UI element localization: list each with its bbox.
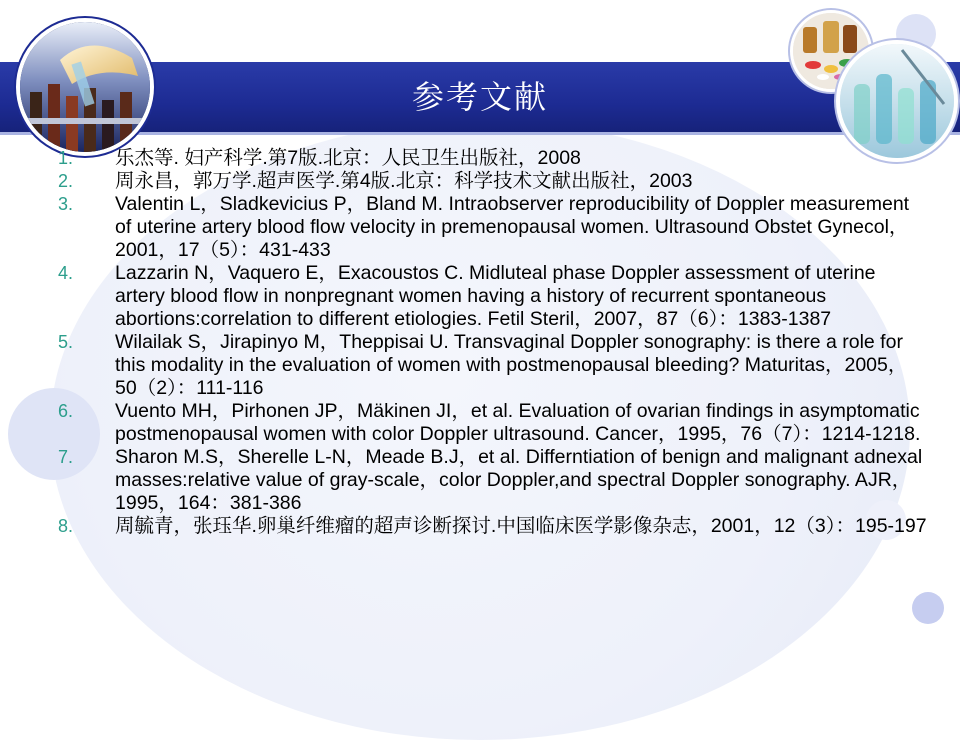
reference-number: 3. (58, 194, 74, 214)
reference-text: Lazzarin N，Vaquero E，Exacoustos C. Midluteal phase Doppler assessment of uterine artery blood flow in nonpregnant women having a history of recurrent spontaneous abortions:correlation to different etiologies. Fetil Steril，2007，87（6）：1383-1387 (115, 262, 876, 330)
reference-item (58, 515, 928, 538)
reference-number: 2. (58, 171, 74, 191)
reference-item (58, 193, 928, 262)
reference-number: 4. (58, 263, 74, 283)
lab-glassware-photo (836, 40, 958, 162)
reference-text: 周毓青，张珏华.卵巢纤维瘤的超声诊断探讨.中国临床医学影像杂志，2001，12（3）：195-197 (115, 515, 927, 537)
reference-text: Valentin L，Sladkevicius P，Bland M. Intraobserver reproducibility of Doppler measurement of uterine artery blood flow velocity in premenopausal women. Ultrasound Obstet Gynecol，2001，17（5）：431-433 (115, 193, 910, 261)
test-tubes-illustration (20, 22, 150, 152)
title-bar-underline (0, 132, 960, 135)
background-dot-bottom-right (912, 592, 944, 624)
reference-text: Vuento MH，Pirhonen JP，Mäkinen JI，et al. Evaluation of ovarian findings in asymptomatic postmenopausal women with color Doppler ultrasound. Cancer，1995，76（7）：1214-1218. (115, 400, 921, 445)
lab-glassware-illustration (840, 44, 954, 158)
reference-number: 8. (58, 516, 74, 536)
slide-title: 参考文献 (411, 78, 548, 116)
reference-number: 6. (58, 401, 74, 421)
reference-number: 7. (58, 447, 74, 467)
reference-item (58, 170, 928, 193)
reference-item (58, 262, 928, 331)
reference-item (58, 331, 928, 400)
reference-list (58, 147, 928, 538)
reference-text: Sharon M.S，Sherelle L-N，Meade B.J，et al. Differntiation of benign and malignant adnexal masses:relative value of gray-scale，color Doppler,and spectral Doppler sonography. AJR，1995，164：381-386 (115, 446, 923, 514)
reference-text: 周永昌，郭万学.超声医学.第4版.北京：科学技术文献出版社，2003 (115, 170, 693, 192)
reference-item (58, 147, 928, 170)
reference-number: 1. (58, 148, 74, 168)
reference-number: 5. (58, 332, 74, 352)
reference-text: Wilailak S，Jirapinyo M，Theppisai U. Transvaginal Doppler sonography: is there a role for this modality in the evaluation of women with postmenopausal bleeding? Maturitas，2005，50（2）：111-116 (115, 331, 908, 399)
reference-item (58, 446, 928, 515)
test-tubes-photo (16, 18, 154, 156)
reference-text: 乐杰等. 妇产科学.第7版.北京：人民卫生出版社，2008 (115, 147, 581, 169)
reference-item (58, 400, 928, 446)
